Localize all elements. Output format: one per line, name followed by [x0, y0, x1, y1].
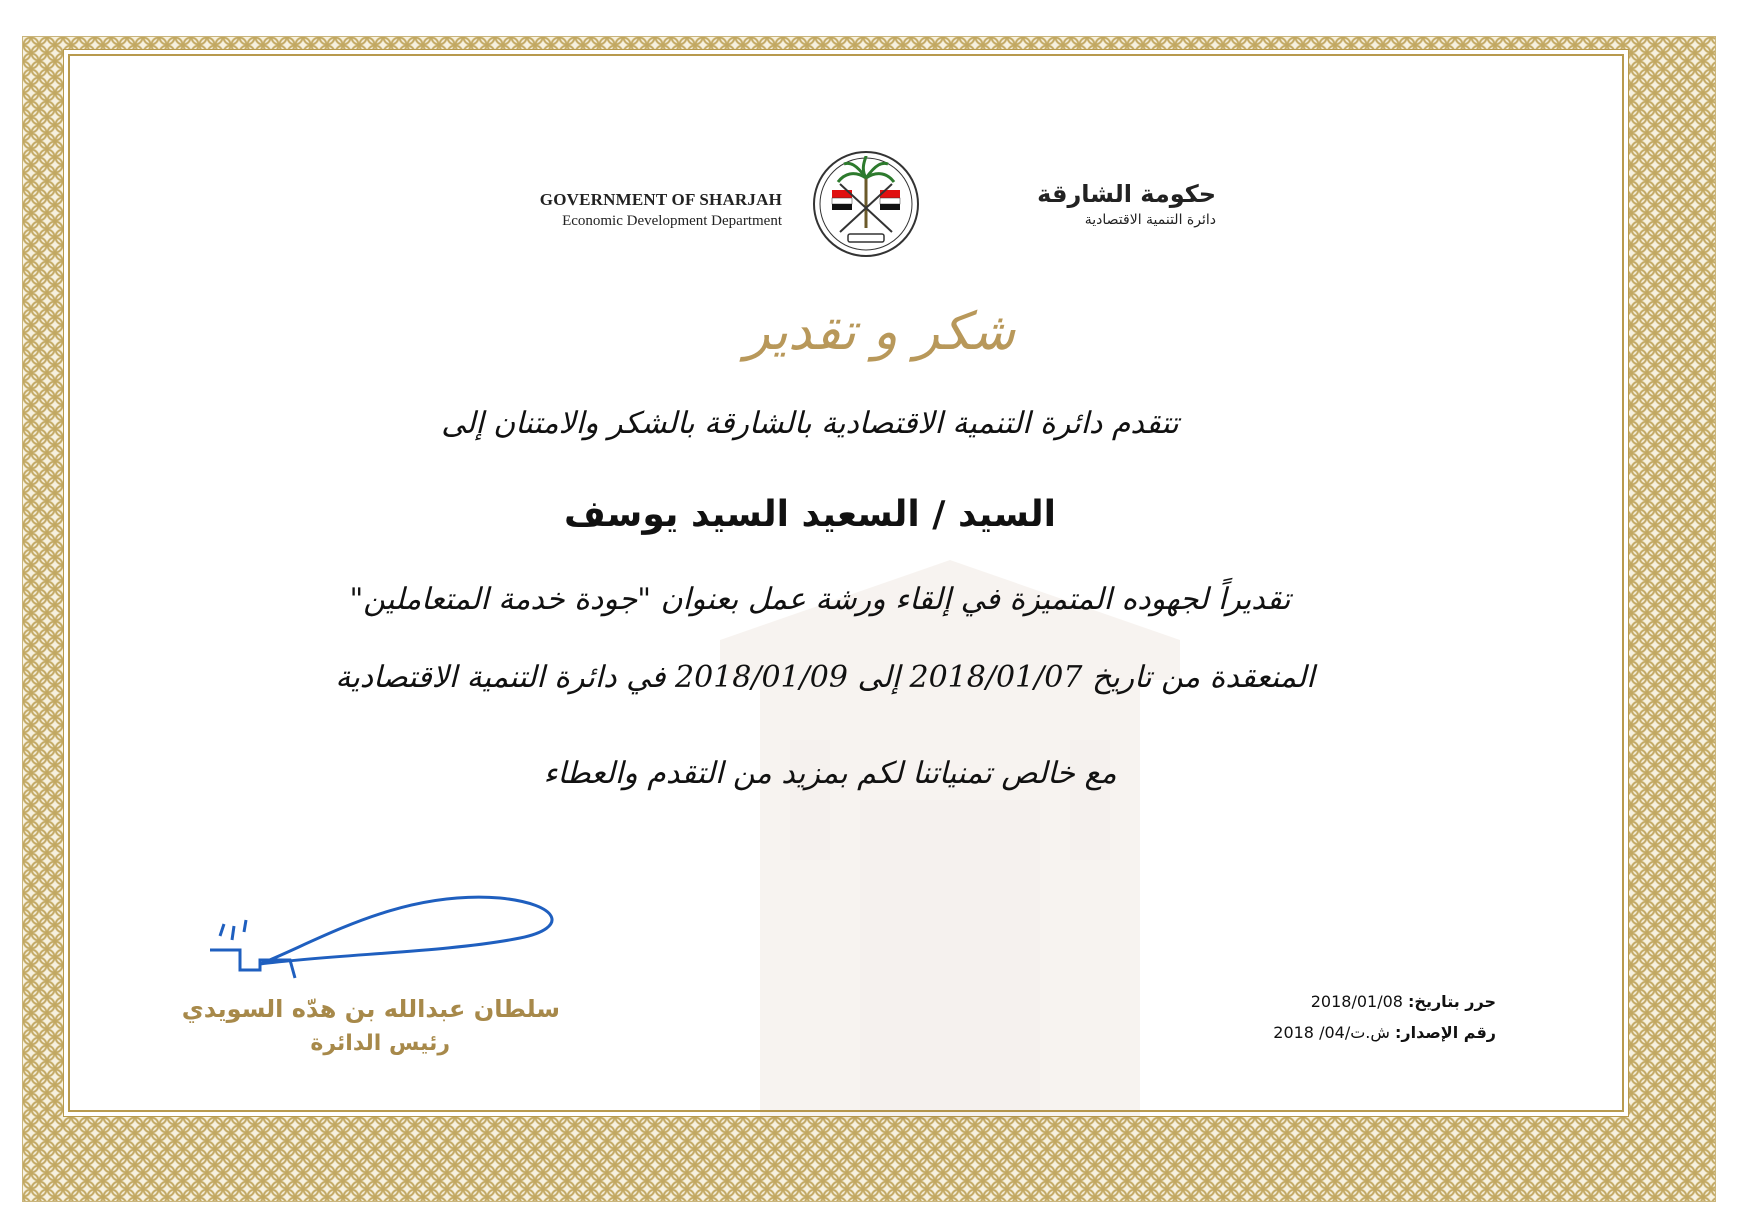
- sharjah-emblem-icon: [810, 148, 922, 260]
- government-title-en: GOVERNMENT OF SHARJAH: [539, 190, 782, 209]
- issue-date-row: [1200, 992, 1496, 1011]
- issue-number-row: [1200, 1023, 1496, 1042]
- government-name-ar: [950, 180, 1216, 228]
- department-title-ar: دائرة التنمية الاقتصادية: [1084, 212, 1216, 228]
- signatory-name: سلطان عبدالله بن هدّه السويدي: [181, 995, 560, 1023]
- signatory-block: [170, 995, 560, 1056]
- building-watermark: [700, 560, 1200, 1120]
- issue-info: [1200, 992, 1496, 1054]
- signatory-position: رئيس الدائرة: [310, 1031, 450, 1056]
- issue-date-label: حرر بتاريخ:: [1408, 992, 1496, 1011]
- appreciation-line: تقديراً لجهوده المتميزة في إلقاء ورشة عمل بعنوان "جودة خدمة المتعاملين": [349, 582, 1291, 617]
- intro-line: تتقدم دائرة التنمية الاقتصادية بالشارقة بالشكر والامتنان إلى: [441, 406, 1179, 441]
- wishes-line: مع خالص تمنياتنا لكم بمزيد من التقدم والعطاء: [543, 756, 1117, 791]
- event-dates-line: المنعقدة من تاريخ 2018/01/07 إلى 2018/01/09 في دائرة التنمية الاقتصادية: [335, 660, 1315, 695]
- government-name-en: [486, 190, 782, 230]
- handwritten-signature: [200, 880, 580, 1000]
- recipient-name: السيد / السعيد السيد يوسف: [564, 494, 1056, 535]
- issue-number-label: رقم الإصدار:: [1395, 1023, 1496, 1042]
- issue-number-value: ش.ت/04/ 2018: [1273, 1023, 1390, 1042]
- certificate-title: شكر و تقدير: [744, 302, 1016, 362]
- issue-date-value: 2018/01/08: [1310, 992, 1403, 1011]
- department-title-en: Economic Development Department: [562, 213, 782, 229]
- government-title-ar: حكومة الشارقة: [1037, 180, 1216, 208]
